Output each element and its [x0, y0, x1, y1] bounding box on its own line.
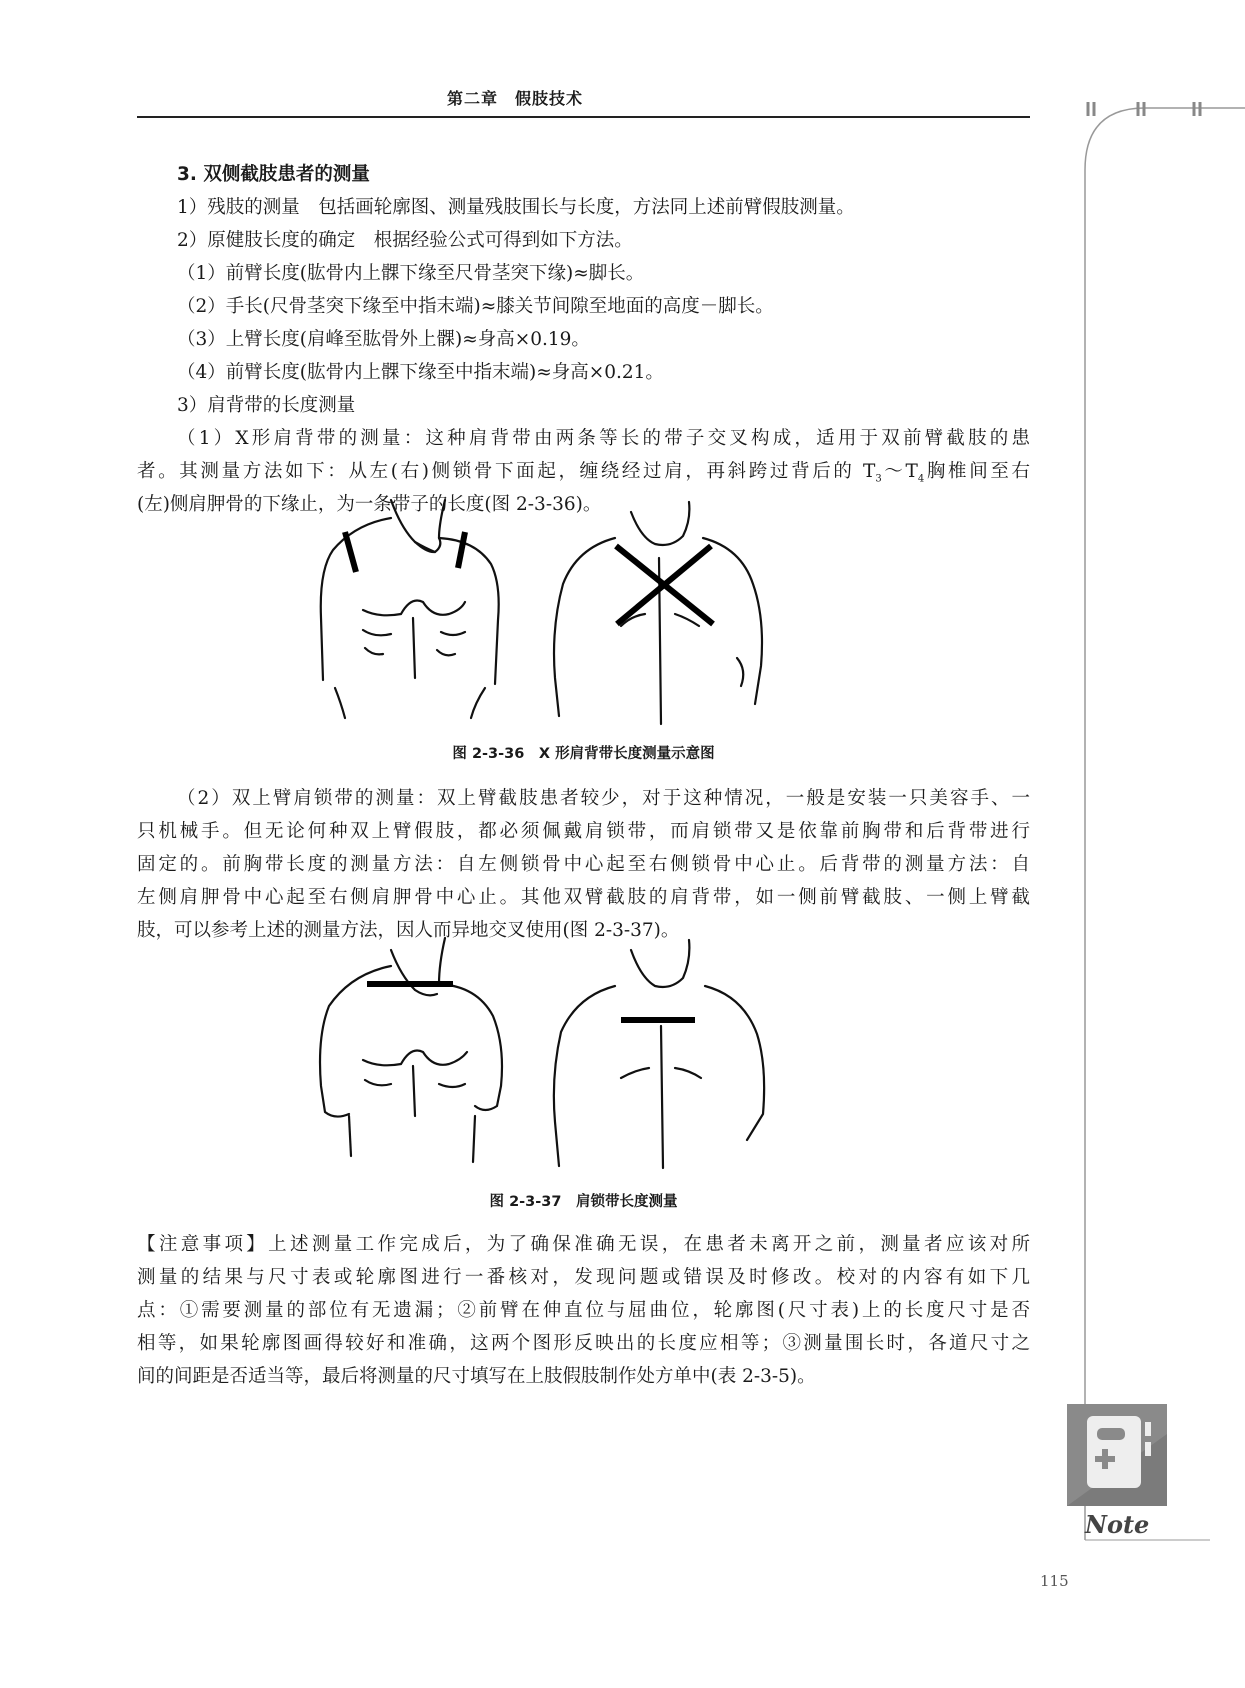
- text-line: 肢，可以参考上述的测量方法，因人而异地交叉使用(图 2-3-37)。: [137, 920, 680, 941]
- text-line: （2）双上臂肩锁带的测量：双上臂截肢患者较少，对于这种情况，一般是安装一只美容手、一: [177, 788, 1030, 809]
- text-line: 间的间距是否适当等，最后将测量的尺寸填写在上肢假肢制作处方单中(表 2-3-5)。: [137, 1366, 816, 1387]
- header-rule: [137, 116, 1030, 118]
- page-number: 115: [1040, 1572, 1069, 1590]
- text-line: 2）原健肢长度的确定 根据经验公式可得到如下方法。: [177, 230, 633, 251]
- figure-caption: 图 2-3-36 X 形肩背带长度测量示意图: [452, 746, 715, 762]
- text-line: （1）X形肩背带的测量：这种肩背带由两条等长的带子交叉构成，适用于双前臂截肢的患: [177, 428, 1030, 449]
- figure-caption: 图 2-3-37 肩锁带长度测量: [489, 1194, 678, 1210]
- running-header: 第二章 假肢技术: [446, 89, 583, 108]
- note-label: Note: [1085, 1510, 1150, 1539]
- text-line: 只机械手。但无论何种双上臂假肢，都必须佩戴肩锁带，而肩锁带又是依靠前胸带和后背带进行: [137, 821, 1030, 842]
- text-line: 【注意事项】上述测量工作完成后，为了确保准确无误，在患者未离开之前，测量者应该对所: [137, 1234, 1030, 1255]
- margin-decoration: [1050, 100, 1245, 1560]
- figure-shoulder-lock-strap: [315, 936, 795, 1172]
- text-line: 相等，如果轮廓图画得较好和准确，这两个图形反映出的长度应相等；③测量围长时，各道尺寸之: [137, 1333, 1030, 1354]
- text-line-with-subscripts: 者。其测量方法如下：从左(右)侧锁骨下面起，缠绕经过肩，再斜跨过背后的 $T_3\sim T_4$胸椎间至右: [137, 461, 1030, 485]
- text-line: 测量的结果与尺寸表或轮廓图进行一番核对，发现问题或错误及时修改。校对的内容有如下几: [137, 1267, 1030, 1288]
- figure-x-shoulder-strap: [315, 498, 795, 726]
- text-line: (左)侧肩胛骨的下缘止，为一条带子的长度(图 2-3-36)。: [137, 494, 602, 515]
- section-heading: 3. 双侧截肢患者的测量: [177, 164, 370, 185]
- text-line: （2）手长(尺骨茎突下缘至中指末端)≈膝关节间隙至地面的高度－脚长。: [177, 296, 774, 317]
- text-line: （3）上臂长度(肩峰至肱骨外上髁)≈身高×0.19。: [177, 329, 590, 350]
- text-line: 左侧肩胛骨中心起至右侧肩胛骨中心止。其他双臂截肢的肩背带，如一侧前臂截肢、一侧上臂截: [137, 887, 1030, 908]
- text-line: 固定的。前胸带长度的测量方法：自左侧锁骨中心起至右侧锁骨中心止。后背带的测量方法：自: [137, 854, 1030, 875]
- text-line: 点：①需要测量的部位有无遗漏；②前臂在伸直位与屈曲位，轮廓图(尺寸表)上的长度尺寸是否: [137, 1300, 1030, 1321]
- note-icon: [1067, 1404, 1167, 1506]
- text-line: 1）残肢的测量 包括画轮廓图、测量残肢围长与长度，方法同上述前臂假肢测量。: [177, 197, 855, 218]
- text-line: （4）前臂长度(肱骨内上髁下缘至中指末端)≈身高×0.21。: [177, 362, 664, 383]
- text-line: 3）肩背带的长度测量: [177, 395, 356, 416]
- text-line: （1）前臂长度(肱骨内上髁下缘至尺骨茎突下缘)≈脚长。: [177, 263, 645, 284]
